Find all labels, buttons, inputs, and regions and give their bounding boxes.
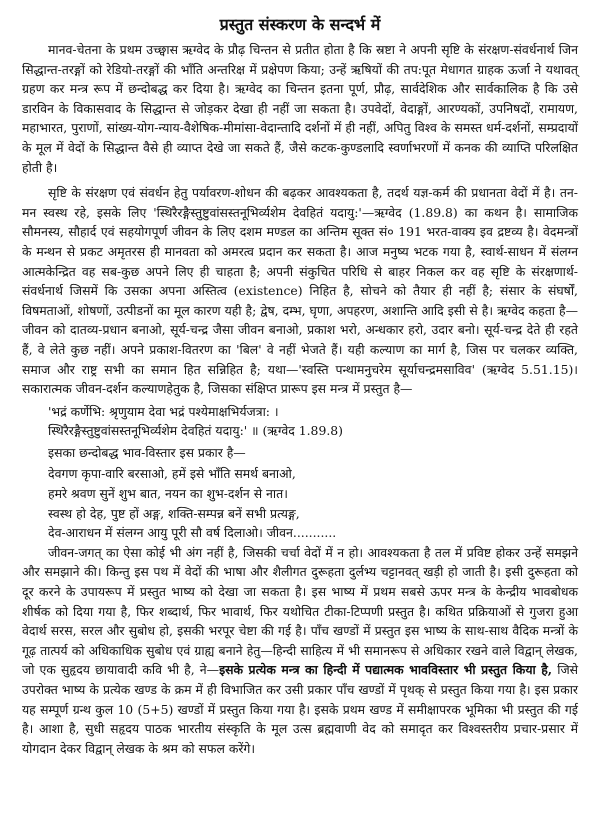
verse-block [48,464,578,542]
page-title: प्रस्तुत संस्करण के सन्दर्भ में [219,15,381,34]
paragraph-environment: सृष्टि के संरक्षण एवं संवर्धन हेतु पर्यावरण-शोधन की बढ़कर आवश्यकता है, तदर्थ यज्ञ-कर्म की प्रधानता वेदों में है। तन-मन स्वस्थ रहे, इसके लिए 'स्थिरैरङ्गैस्तुष्टुवांसस्तनूभिर्व्यशेम देवहितं यदायु:'—ऋग्वेद (1.89.8) का कथन है। सामाजिक सौमनस्य, सौहार्द एवं सहयोगपूर्ण जीवन के लिए दशम मण्डल का अन्तिम सूक्त सं० 191 भरत-वाक्य इव द्रष्टव्य है। वेदमन्त्रों के मन्थन से प्रकट अमृतरस ही मानवता को अमरत्व प्रदान कर सकता है। आज मनुष्य भटक गया है, स्वार्थ-साधन में संलग्न आत्मकेन्द्रित वह सब-कुछ अपने लिए ही चाहता है; अपनी संकुचित परिधि से बाहर निकल कर वह सृष्टि के संरक्षणार्थ-संवर्धनार्थ जिसमें कि उसका अपना अस्तित्व (existence) निहित है, सोचने को तैयार ही नहीं है; संसार के संघर्षों, विषमताओं, शोषणों, उत्पीडनों का मूल कारण यही है; द्वेष, दम्भ, घृणा, अपहरण, अशान्ति आदि इसी से है। ऋग्वेद कहता है—जीवन को दातव्य-प्रधान बनाओ, सूर्य-चन्द्र जैसा जीवन बनाओ, प्रकाश भरो, अन्धकार हरो, उदार बनो। सूर्य-चन्द्र देते ही रहते हैं, वे लेते कुछ नहीं। अपने प्रकाश-वितरण का 'बिल' वे नहीं भेजते हैं। यही कल्याण का मार्ग है, जिस पर चलकर व्यक्ति, समाज और राष्ट्र सभी का समान हित सन्निहित है; यथा—'स्वस्ति पन्थामनुचरेम सूर्याचन्द्रमसाविव' (ऋग्वेद 5.51.15)। सकारात्मक जीवन-दर्शन कल्याणहेतुक है, जिसका संक्षिप्त प्रारूप इस मन्त्र में प्रस्तुत है— [22,185,578,397]
verse-line: स्वस्थ हो देह, पुष्ट हों अङ्ग, शक्ति-सम्पन्न बनें सभी प्रत्यङ्ग, [48,505,300,521]
verse-line: देव-आराधन में संलग्न आयु पूरी सौ वर्ष दिलाओ। जीवन........... [48,525,337,541]
paragraph-text: जिसे उपरोक्त भाष्य के प्रत्येक खण्ड के क्रम में ही विभाजित कर उसी प्रकार पाँच खण्डों में पृथक् से प्रस्तुत किया गया है। इस प्रकार यह सम्पूर्ण ग्रन्थ कुल 10 (5+5) खण्डों में प्रस्तुत किया गया है। इसके प्रथम खण्ड में समीक्षापरक भूमिका भी प्रस्तुत की गई है। आशा है, सुधी सहृदय पाठक भारतीय संस्कृति के मूल उत्स ब्रह्मवाणी वेद को समादृत कर विश्वस्तरीय प्रचार-प्रसार में योगदान देकर विद्वान् लेखक के श्रम को सफल करेंगे। [22,662,579,756]
paragraph-intro: मानव-चेतना के प्रथम उच्छ्वास ऋग्वेद के प्रौढ़ चिन्तन से प्रतीत होता है कि स्रष्टा ने अपनी सृष्टि के संरक्षण-संवर्धनार्थ जिन सिद्धान्त-तरङ्गों को रेडियो-तरङ्गों की भाँति अन्तरिक्ष में प्रक्षेपण किया; उन्हें ऋषियों की तप:पूत मेधागत ग्राहक ऊर्जा ने यथावत् ग्रहण कर मन्त्र रूप में छन्दोबद्ध कर दिया है। ऋग्वेद का चिन्तन इतना पूर्ण, प्रौढ़, सार्वदेशिक और सार्वकालिक है कि उसे डारविन के विकासवाद के सिद्धान्त से जोड़कर देखा ही नहीं जा सकता है। उपवेदों, वेदाङ्गों, आरण्यकों, उपनिषदों, रामायण, महाभारत, पुराणों, सांख्य-योग-न्याय-वैशेषिक-मीमांसा-वेदान्तादि दर्शनों में ही नहीं, अपितु विश्व के समस्त धर्म-दर्शनों, सम्प्रदायों के मूल में वेदों के सिद्धान्त वैसे ही व्याप्त देखे जा सकते हैं, जैसे कटक-कुण्डलादि स्वर्णाभरणों में कनक की व्याप्ति परिलक्षित होती है। [22,42,578,175]
mantra-line: स्थिरैरङ्गैस्तुष्टुवांसस्तनूभिर्व्यशेम देवहितं यदायु:' ॥ (ऋग्वेद 1.89.8) [48,423,343,439]
paragraph-commentary [22,543,578,759]
verse-line: देवगण कृपा-वारि बरसाओ, हमें इसे भाँति समर्थ बनाओ, [48,466,296,482]
verse-intro: इसका छन्दोबद्ध भाव-विस्तार इस प्रकार है— [48,444,246,460]
mantra-quote [48,402,578,441]
mantra-line: 'भद्रं कर्णेभि: श्रृणुयाम देवा भद्रं पश्येमाक्षभिर्यजत्रा: । [48,403,279,419]
paragraph-text: जीवन-जगत् का ऐसा कोई भी अंग नहीं है, जिसकी चर्चा वेदों में न हो। आवश्यकता है तल में प्रविष्ट होकर उन्हें समझने और समझाने की। किन्तु इस पथ में वेदों की भाषा और शैलीगत दुरूहता दुर्लभ्य चट्टानवत् खड़ी हो जाती है। इसी दुरूहता को दूर करने के उपायरूप में प्रस्तुत भाष्य को देखा जा सकता है। इस भाष्य में प्रथम सबसे ऊपर मन्त्र के केन्द्रीय भावबोधक शीर्षक को दिया गया है, फिर शब्दार्थ, फिर भावार्थ, फिर यथोचित टीका-टिप्पणी प्रस्तुत है। कथित प्रक्रियाओं से गुजरा हुआ वेदार्थ सरस, सरल और सुबोध हो, इसकी भरपूर चेष्टा की गई है। पाँच खण्डों में प्रस्तुत इस भाष्य के साथ-साथ वैदिक मन्त्रों के गूढ़ तात्पर्य को अधिकाधिक सुबोध एवं ग्राह्य बनाने हेतु—हिन्दी साहित्य में भी समानरूप से अधिकार रखने वाले विद्वान् लेखक, जो एक सुहृदय छायावादी कवि भी है, ने— [22,544,578,678]
bold-highlight: इसके प्रत्येक मन्त्र का हिन्दी में पद्यात्मक भावविस्तार भी प्रस्तुत किया है, [219,662,553,678]
verse-line: हमरे श्रवण सुनें शुभ बात, नयन का शुभ-दर्शन से नात। [48,486,288,502]
